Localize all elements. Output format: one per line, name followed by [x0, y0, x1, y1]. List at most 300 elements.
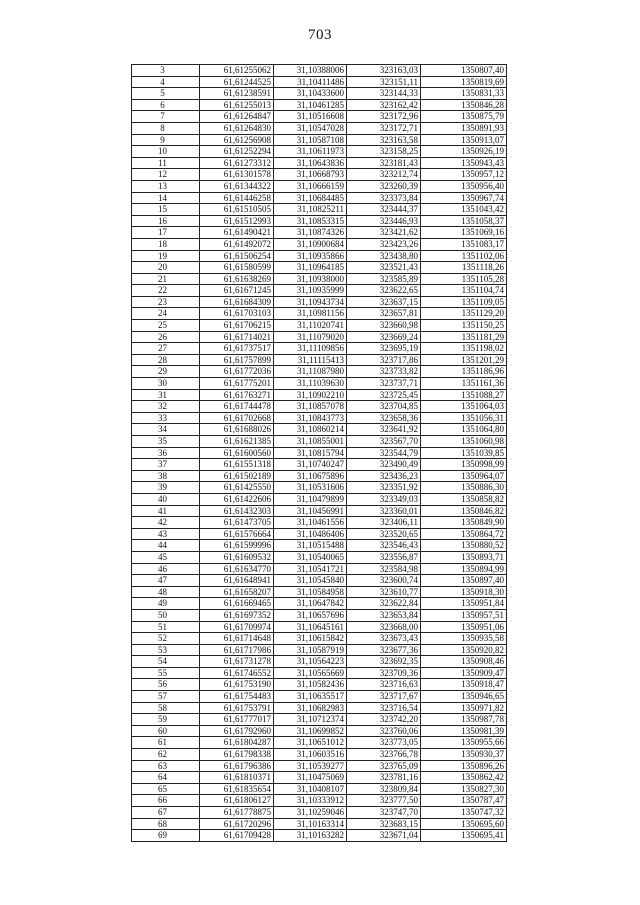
- latitude-cell: 61,61473705: [200, 517, 274, 529]
- latitude-cell: 61,61238591: [200, 88, 274, 100]
- x-coordinate-cell: 323773,05: [347, 737, 421, 749]
- y-coordinate-cell: 1350957,12: [421, 169, 507, 181]
- y-coordinate-cell: 1350807,40: [421, 65, 507, 77]
- table-row: [132, 389, 507, 401]
- point-number-cell: 31: [132, 389, 200, 401]
- point-number-cell: 34: [132, 424, 200, 436]
- y-coordinate-cell: 1351060,98: [421, 436, 507, 448]
- table-row: [132, 401, 507, 413]
- longitude-cell: 31,10860214: [274, 424, 347, 436]
- longitude-cell: 31,10587919: [274, 644, 347, 656]
- latitude-cell: 61,61753190: [200, 679, 274, 691]
- latitude-cell: 61,61684309: [200, 296, 274, 308]
- x-coordinate-cell: 323717,86: [347, 354, 421, 366]
- longitude-cell: 31,10668793: [274, 169, 347, 181]
- latitude-cell: 61,61746552: [200, 667, 274, 679]
- table-row: [132, 586, 507, 598]
- latitude-cell: 61,61256908: [200, 134, 274, 146]
- x-coordinate-cell: 323151,11: [347, 76, 421, 88]
- y-coordinate-cell: 1350695,41: [421, 830, 507, 842]
- point-number-cell: 24: [132, 308, 200, 320]
- point-number-cell: 48: [132, 586, 200, 598]
- point-number-cell: 52: [132, 633, 200, 645]
- table-row: [132, 157, 507, 169]
- table-row: [132, 378, 507, 390]
- point-number-cell: 58: [132, 702, 200, 714]
- x-coordinate-cell: 323622,65: [347, 285, 421, 297]
- x-coordinate-cell: 323704,85: [347, 401, 421, 413]
- table-row: [132, 667, 507, 679]
- point-number-cell: 6: [132, 99, 200, 111]
- point-number-cell: 36: [132, 447, 200, 459]
- y-coordinate-cell: 1350695,60: [421, 818, 507, 830]
- longitude-cell: 31,10611973: [274, 146, 347, 158]
- latitude-cell: 61,61506254: [200, 250, 274, 262]
- latitude-cell: 61,61446258: [200, 192, 274, 204]
- longitude-cell: 31,10333912: [274, 795, 347, 807]
- x-coordinate-cell: 323673,43: [347, 633, 421, 645]
- table-row: [132, 331, 507, 343]
- point-number-cell: 11: [132, 157, 200, 169]
- latitude-cell: 61,61580599: [200, 262, 274, 274]
- latitude-cell: 61,61634770: [200, 563, 274, 575]
- longitude-cell: 31,10843773: [274, 412, 347, 424]
- x-coordinate-cell: 323709,36: [347, 667, 421, 679]
- longitude-cell: 31,10587108: [274, 134, 347, 146]
- point-number-cell: 55: [132, 667, 200, 679]
- x-coordinate-cell: 323444,37: [347, 204, 421, 216]
- longitude-cell: 31,10163314: [274, 818, 347, 830]
- latitude-cell: 61,61753791: [200, 702, 274, 714]
- x-coordinate-cell: 323747,70: [347, 807, 421, 819]
- table-row: [132, 436, 507, 448]
- y-coordinate-cell: 1351118,26: [421, 262, 507, 274]
- x-coordinate-cell: 323653,84: [347, 609, 421, 621]
- point-number-cell: 51: [132, 621, 200, 633]
- point-number-cell: 28: [132, 354, 200, 366]
- point-number-cell: 15: [132, 204, 200, 216]
- x-coordinate-cell: 323777,50: [347, 795, 421, 807]
- x-coordinate-cell: 323584,98: [347, 563, 421, 575]
- longitude-cell: 31,10938000: [274, 273, 347, 285]
- point-number-cell: 14: [132, 192, 200, 204]
- y-coordinate-cell: 1350935,58: [421, 633, 507, 645]
- latitude-cell: 61,61658207: [200, 586, 274, 598]
- table-row: [132, 459, 507, 471]
- point-number-cell: 49: [132, 598, 200, 610]
- table-row: [132, 772, 507, 784]
- point-number-cell: 21: [132, 273, 200, 285]
- point-number-cell: 13: [132, 180, 200, 192]
- latitude-cell: 61,61551318: [200, 459, 274, 471]
- table-row: [132, 807, 507, 819]
- longitude-cell: 31,10461556: [274, 517, 347, 529]
- y-coordinate-cell: 1350951,06: [421, 621, 507, 633]
- table-row: [132, 262, 507, 274]
- latitude-cell: 61,61264830: [200, 122, 274, 134]
- longitude-cell: 31,11020741: [274, 320, 347, 332]
- longitude-cell: 31,10964185: [274, 262, 347, 274]
- point-number-cell: 5: [132, 88, 200, 100]
- table-row: [132, 343, 507, 355]
- table-row: [132, 644, 507, 656]
- point-number-cell: 66: [132, 795, 200, 807]
- latitude-cell: 61,61775201: [200, 378, 274, 390]
- y-coordinate-cell: 1350896,26: [421, 760, 507, 772]
- point-number-cell: 8: [132, 122, 200, 134]
- x-coordinate-cell: 323733,82: [347, 366, 421, 378]
- longitude-cell: 31,10635517: [274, 691, 347, 703]
- y-coordinate-cell: 1351058,37: [421, 215, 507, 227]
- table-row: [132, 285, 507, 297]
- latitude-cell: 61,61717986: [200, 644, 274, 656]
- point-number-cell: 69: [132, 830, 200, 842]
- point-number-cell: 57: [132, 691, 200, 703]
- y-coordinate-cell: 1350981,39: [421, 725, 507, 737]
- x-coordinate-cell: 323641,92: [347, 424, 421, 436]
- y-coordinate-cell: 1351064,03: [421, 401, 507, 413]
- table-row: [132, 134, 507, 146]
- y-coordinate-cell: 1350886,30: [421, 482, 507, 494]
- latitude-cell: 61,61806127: [200, 795, 274, 807]
- table-row: [132, 540, 507, 552]
- latitude-cell: 61,61422606: [200, 493, 274, 505]
- x-coordinate-cell: 323695,19: [347, 343, 421, 355]
- table-row: [132, 517, 507, 529]
- latitude-cell: 61,61648941: [200, 575, 274, 587]
- longitude-cell: 31,10815794: [274, 447, 347, 459]
- y-coordinate-cell: 1351129,20: [421, 308, 507, 320]
- latitude-cell: 61,61492072: [200, 238, 274, 250]
- y-coordinate-cell: 1350920,82: [421, 644, 507, 656]
- point-number-cell: 61: [132, 737, 200, 749]
- point-number-cell: 44: [132, 540, 200, 552]
- point-number-cell: 29: [132, 366, 200, 378]
- y-coordinate-cell: 1350964,07: [421, 470, 507, 482]
- table-row: [132, 633, 507, 645]
- latitude-cell: 61,61502189: [200, 470, 274, 482]
- y-coordinate-cell: 1350864,72: [421, 528, 507, 540]
- y-coordinate-cell: 1350827,30: [421, 783, 507, 795]
- longitude-cell: 31,10408107: [274, 783, 347, 795]
- latitude-cell: 61,61709428: [200, 830, 274, 842]
- y-coordinate-cell: 1350913,07: [421, 134, 507, 146]
- longitude-cell: 31,10900684: [274, 238, 347, 250]
- point-number-cell: 12: [132, 169, 200, 181]
- latitude-cell: 61,61835654: [200, 783, 274, 795]
- y-coordinate-cell: 1350819,69: [421, 76, 507, 88]
- longitude-cell: 31,10935999: [274, 285, 347, 297]
- x-coordinate-cell: 323717,67: [347, 691, 421, 703]
- y-coordinate-cell: 1350918,47: [421, 679, 507, 691]
- latitude-cell: 61,61432303: [200, 505, 274, 517]
- y-coordinate-cell: 1350951,84: [421, 598, 507, 610]
- y-coordinate-cell: 1350930,37: [421, 749, 507, 761]
- longitude-cell: 31,10259046: [274, 807, 347, 819]
- longitude-cell: 31,11079020: [274, 331, 347, 343]
- point-number-cell: 27: [132, 343, 200, 355]
- table-row: [132, 760, 507, 772]
- y-coordinate-cell: 1350909,47: [421, 667, 507, 679]
- table-row: [132, 296, 507, 308]
- longitude-cell: 31,10456991: [274, 505, 347, 517]
- point-number-cell: 45: [132, 551, 200, 563]
- x-coordinate-cell: 323181,43: [347, 157, 421, 169]
- longitude-cell: 31,10712374: [274, 714, 347, 726]
- table-row: [132, 609, 507, 621]
- point-number-cell: 32: [132, 401, 200, 413]
- longitude-cell: 31,10475069: [274, 772, 347, 784]
- latitude-cell: 61,61772036: [200, 366, 274, 378]
- x-coordinate-cell: 323423,26: [347, 238, 421, 250]
- point-number-cell: 19: [132, 250, 200, 262]
- longitude-cell: 31,10651012: [274, 737, 347, 749]
- y-coordinate-cell: 1350926,19: [421, 146, 507, 158]
- latitude-cell: 61,61576664: [200, 528, 274, 540]
- y-coordinate-cell: 1351198,02: [421, 343, 507, 355]
- point-number-cell: 64: [132, 772, 200, 784]
- point-number-cell: 20: [132, 262, 200, 274]
- longitude-cell: 31,11109856: [274, 343, 347, 355]
- point-number-cell: 60: [132, 725, 200, 737]
- y-coordinate-cell: 1351186,96: [421, 366, 507, 378]
- table-row: [132, 656, 507, 668]
- x-coordinate-cell: 323600,74: [347, 575, 421, 587]
- x-coordinate-cell: 323692,35: [347, 656, 421, 668]
- longitude-cell: 31,10615842: [274, 633, 347, 645]
- point-number-cell: 3: [132, 65, 200, 77]
- longitude-cell: 31,10825211: [274, 204, 347, 216]
- x-coordinate-cell: 323436,23: [347, 470, 421, 482]
- x-coordinate-cell: 323172,71: [347, 122, 421, 134]
- longitude-cell: 31,10645161: [274, 621, 347, 633]
- point-number-cell: 62: [132, 749, 200, 761]
- y-coordinate-cell: 1351069,16: [421, 227, 507, 239]
- x-coordinate-cell: 323668,00: [347, 621, 421, 633]
- latitude-cell: 61,61798338: [200, 749, 274, 761]
- table-row: [132, 691, 507, 703]
- latitude-cell: 61,61621385: [200, 436, 274, 448]
- table-row: [132, 180, 507, 192]
- longitude-cell: 31,10857078: [274, 401, 347, 413]
- x-coordinate-cell: 323671,04: [347, 830, 421, 842]
- table-row: [132, 111, 507, 123]
- longitude-cell: 31,10411486: [274, 76, 347, 88]
- longitude-cell: 31,10874326: [274, 227, 347, 239]
- latitude-cell: 61,61731278: [200, 656, 274, 668]
- longitude-cell: 31,10461285: [274, 99, 347, 111]
- x-coordinate-cell: 323567,70: [347, 436, 421, 448]
- y-coordinate-cell: 1351105,28: [421, 273, 507, 285]
- point-number-cell: 38: [132, 470, 200, 482]
- longitude-cell: 31,10388006: [274, 65, 347, 77]
- y-coordinate-cell: 1351201,29: [421, 354, 507, 366]
- longitude-cell: 31,10547028: [274, 122, 347, 134]
- latitude-cell: 61,61264847: [200, 111, 274, 123]
- latitude-cell: 61,61720296: [200, 818, 274, 830]
- longitude-cell: 31,10647842: [274, 598, 347, 610]
- y-coordinate-cell: 1350849,90: [421, 517, 507, 529]
- point-number-cell: 37: [132, 459, 200, 471]
- longitude-cell: 31,10981156: [274, 308, 347, 320]
- latitude-cell: 61,61709974: [200, 621, 274, 633]
- table-row: [132, 250, 507, 262]
- longitude-cell: 31,10539277: [274, 760, 347, 772]
- latitude-cell: 61,61792960: [200, 725, 274, 737]
- y-coordinate-cell: 1351039,85: [421, 447, 507, 459]
- longitude-cell: 31,10541721: [274, 563, 347, 575]
- longitude-cell: 31,10565669: [274, 667, 347, 679]
- longitude-cell: 31,10740247: [274, 459, 347, 471]
- longitude-cell: 31,11087980: [274, 366, 347, 378]
- longitude-cell: 31,10855001: [274, 436, 347, 448]
- y-coordinate-cell: 1350875,79: [421, 111, 507, 123]
- table-row: [132, 227, 507, 239]
- y-coordinate-cell: 1351083,17: [421, 238, 507, 250]
- y-coordinate-cell: 1350943,43: [421, 157, 507, 169]
- latitude-cell: 61,61273312: [200, 157, 274, 169]
- table-row: [132, 192, 507, 204]
- table-row: [132, 749, 507, 761]
- x-coordinate-cell: 323373,84: [347, 192, 421, 204]
- y-coordinate-cell: 1350846,82: [421, 505, 507, 517]
- point-number-cell: 41: [132, 505, 200, 517]
- table-row: [132, 830, 507, 842]
- table-row: [132, 99, 507, 111]
- table-row: [132, 320, 507, 332]
- y-coordinate-cell: 1351104,74: [421, 285, 507, 297]
- latitude-cell: 61,61763271: [200, 389, 274, 401]
- latitude-cell: 61,61255062: [200, 65, 274, 77]
- x-coordinate-cell: 323585,89: [347, 273, 421, 285]
- longitude-cell: 31,10666159: [274, 180, 347, 192]
- point-number-cell: 40: [132, 493, 200, 505]
- point-number-cell: 22: [132, 285, 200, 297]
- longitude-cell: 31,10943734: [274, 296, 347, 308]
- y-coordinate-cell: 1351088,27: [421, 389, 507, 401]
- latitude-cell: 61,61609532: [200, 551, 274, 563]
- x-coordinate-cell: 323677,36: [347, 644, 421, 656]
- point-number-cell: 16: [132, 215, 200, 227]
- table-row: [132, 505, 507, 517]
- longitude-cell: 31,10657696: [274, 609, 347, 621]
- table-row: [132, 204, 507, 216]
- x-coordinate-cell: 323657,81: [347, 308, 421, 320]
- longitude-cell: 31,10486406: [274, 528, 347, 540]
- table-row: [132, 714, 507, 726]
- latitude-cell: 61,61714021: [200, 331, 274, 343]
- x-coordinate-cell: 323158,25: [347, 146, 421, 158]
- point-number-cell: 63: [132, 760, 200, 772]
- y-coordinate-cell: 1351109,05: [421, 296, 507, 308]
- point-number-cell: 26: [132, 331, 200, 343]
- table-row: [132, 354, 507, 366]
- x-coordinate-cell: 323760,06: [347, 725, 421, 737]
- table-row: [132, 598, 507, 610]
- longitude-cell: 31,10515488: [274, 540, 347, 552]
- point-number-cell: 46: [132, 563, 200, 575]
- table-row: [132, 575, 507, 587]
- latitude-cell: 61,61512993: [200, 215, 274, 227]
- point-number-cell: 50: [132, 609, 200, 621]
- longitude-cell: 31,11115413: [274, 354, 347, 366]
- y-coordinate-cell: 1350862,42: [421, 772, 507, 784]
- longitude-cell: 31,10935866: [274, 250, 347, 262]
- latitude-cell: 61,61744478: [200, 401, 274, 413]
- latitude-cell: 61,61599996: [200, 540, 274, 552]
- y-coordinate-cell: 1350956,40: [421, 180, 507, 192]
- point-number-cell: 43: [132, 528, 200, 540]
- point-number-cell: 68: [132, 818, 200, 830]
- longitude-cell: 31,10675896: [274, 470, 347, 482]
- latitude-cell: 61,61252294: [200, 146, 274, 158]
- table-row: [132, 308, 507, 320]
- y-coordinate-cell: 1350787,47: [421, 795, 507, 807]
- longitude-cell: 31,10603516: [274, 749, 347, 761]
- x-coordinate-cell: 323716,63: [347, 679, 421, 691]
- y-coordinate-cell: 1351043,42: [421, 204, 507, 216]
- x-coordinate-cell: 323438,80: [347, 250, 421, 262]
- longitude-cell: 31,11039630: [274, 378, 347, 390]
- x-coordinate-cell: 323725,45: [347, 389, 421, 401]
- x-coordinate-cell: 323742,20: [347, 714, 421, 726]
- x-coordinate-cell: 323172,96: [347, 111, 421, 123]
- latitude-cell: 61,61688026: [200, 424, 274, 436]
- table-row: [132, 273, 507, 285]
- x-coordinate-cell: 323260,39: [347, 180, 421, 192]
- y-coordinate-cell: 1351181,29: [421, 331, 507, 343]
- y-coordinate-cell: 1351056,31: [421, 412, 507, 424]
- table-row: [132, 215, 507, 227]
- x-coordinate-cell: 323637,15: [347, 296, 421, 308]
- table-row: [132, 169, 507, 181]
- latitude-cell: 61,61714648: [200, 633, 274, 645]
- x-coordinate-cell: 323716,54: [347, 702, 421, 714]
- x-coordinate-cell: 323490,49: [347, 459, 421, 471]
- latitude-cell: 61,61425550: [200, 482, 274, 494]
- longitude-cell: 31,10699852: [274, 725, 347, 737]
- longitude-cell: 31,10682983: [274, 702, 347, 714]
- y-coordinate-cell: 1351161,36: [421, 378, 507, 390]
- point-number-cell: 23: [132, 296, 200, 308]
- x-coordinate-cell: 323520,65: [347, 528, 421, 540]
- point-number-cell: 53: [132, 644, 200, 656]
- latitude-cell: 61,61301578: [200, 169, 274, 181]
- latitude-cell: 61,61697352: [200, 609, 274, 621]
- latitude-cell: 61,61490421: [200, 227, 274, 239]
- y-coordinate-cell: 1350957,51: [421, 609, 507, 621]
- longitude-cell: 31,10433600: [274, 88, 347, 100]
- longitude-cell: 31,10163282: [274, 830, 347, 842]
- longitude-cell: 31,10684485: [274, 192, 347, 204]
- latitude-cell: 61,61796386: [200, 760, 274, 772]
- longitude-cell: 31,10853315: [274, 215, 347, 227]
- x-coordinate-cell: 323163,03: [347, 65, 421, 77]
- x-coordinate-cell: 323658,36: [347, 412, 421, 424]
- table-row: [132, 737, 507, 749]
- point-number-cell: 17: [132, 227, 200, 239]
- point-number-cell: 9: [132, 134, 200, 146]
- point-number-cell: 10: [132, 146, 200, 158]
- x-coordinate-cell: 323544,79: [347, 447, 421, 459]
- table-row: [132, 563, 507, 575]
- x-coordinate-cell: 323406,11: [347, 517, 421, 529]
- table-row: [132, 818, 507, 830]
- latitude-cell: 61,61703103: [200, 308, 274, 320]
- longitude-cell: 31,10531606: [274, 482, 347, 494]
- point-number-cell: 59: [132, 714, 200, 726]
- table-row: [132, 122, 507, 134]
